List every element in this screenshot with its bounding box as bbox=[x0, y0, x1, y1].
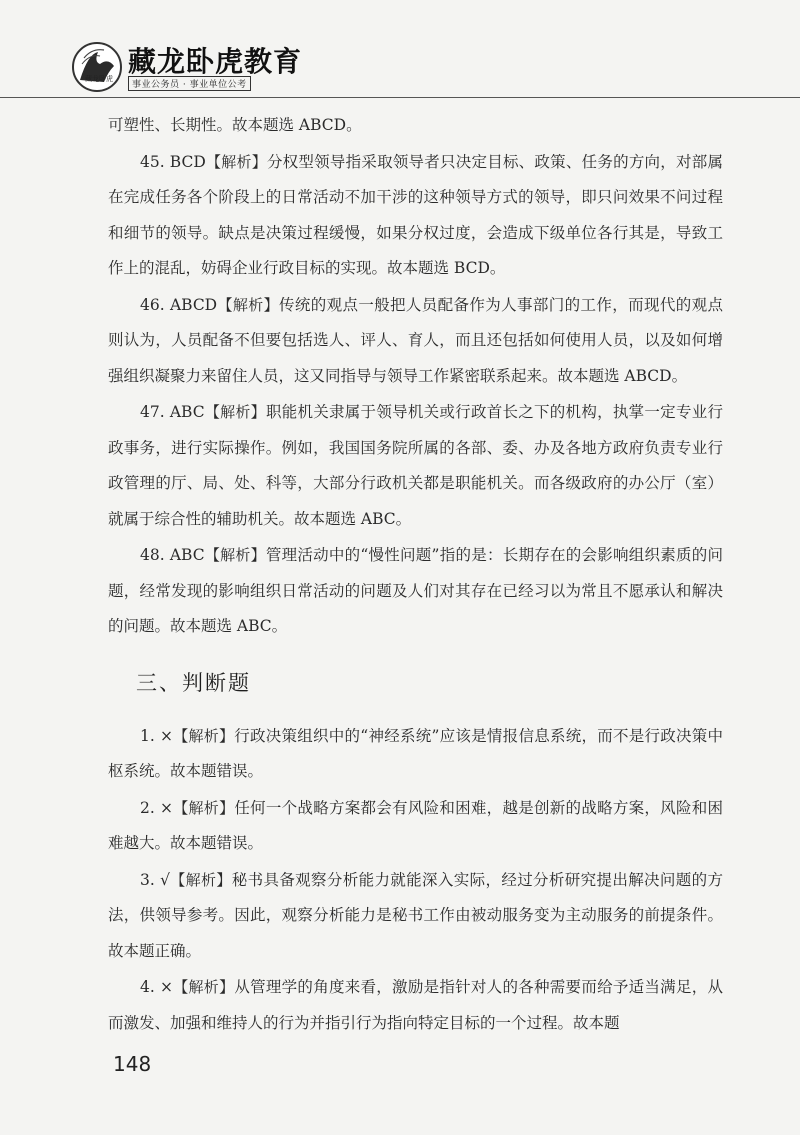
analysis-tag: 【解析】 bbox=[172, 726, 235, 745]
judge-answer-4 bbox=[108, 970, 723, 1041]
answer-number: 46. ABCD bbox=[140, 295, 218, 314]
analysis-tag: 【解析】 bbox=[217, 295, 279, 314]
answer-explanation: 秘书具备观察分析能力就能深入实际，经过分析研究提出解决问题的方法，供领导参考。因此，观察分析能力是秘书工作由被动服务变为主动服务的前提条件。故本题正确。 bbox=[108, 870, 723, 960]
analysis-tag: 【解析】 bbox=[172, 798, 235, 817]
page-content bbox=[108, 108, 723, 1042]
answer-48 bbox=[108, 538, 723, 645]
answer-explanation: 职能机关隶属于领导机关或行政首长之下的机构，执掌一定专业行政事务，进行实际操作。例如，我国国务院所属的各部、委、办及各地方政府负责专业行政管理的厅、局、处、科等，大部分行政机关都是职能机关。而各级政府的办公厅（室）就属于综合性的辅助机关。故本题选 ABC。 bbox=[108, 403, 723, 528]
answer-number: 45. BCD bbox=[140, 152, 206, 171]
analysis-tag: 【解析】 bbox=[169, 870, 232, 889]
answer-explanation: 任何一个战略方案都会有风险和困难，越是创新的战略方案，风险和困难越大。故本题错误。 bbox=[108, 798, 723, 852]
page-header bbox=[0, 0, 800, 98]
brand-name: 藏龙卧虎教育 bbox=[128, 45, 303, 78]
judge-answer-3 bbox=[108, 863, 723, 970]
analysis-tag: 【解析】 bbox=[204, 403, 266, 421]
section-heading: 三、判断题 bbox=[136, 670, 251, 695]
answer-number: 1. × bbox=[140, 726, 173, 745]
answer-explanation: 从管理学的角度来看，激励是指针对人的各种需要而给予适当满足，从而激发、加强和维持人的行为并指引行为指向特定目标的一个过程。故本题 bbox=[108, 978, 723, 1032]
analysis-tag: 【解析】 bbox=[205, 152, 267, 171]
judge-answer-2 bbox=[108, 791, 723, 862]
answer-46 bbox=[108, 288, 723, 395]
answer-explanation: 传统的观点一般把人员配备作为人事部门的工作，而现代的观点则认为，人员配备不但要包括选人、评人、育人，而且还包括如何使用人员，以及如何增强组织凝聚力来留住人员，这又同指导与领导工作紧密联系起来。故本题选 ABCD。 bbox=[108, 295, 723, 385]
logo-icon bbox=[72, 42, 122, 92]
answer-explanation: 分权型领导指采取领导者只决定目标、政策、任务的方向，对部属在完成任务各个阶段上的日常活动不加干涉的这种领导方式的领导，即只问效果不问过程和细节的领导。缺点是决策过程缓慢，如果分权过度，会造成下级单位各行其是，导致工作上的混乱，妨碍企业行政目标的实现。故本题选 BCD。 bbox=[108, 152, 723, 277]
answer-number: 48. ABC bbox=[140, 546, 205, 564]
logo-caption: 藏龙卧虎 bbox=[85, 75, 113, 83]
brand-tagline: 事业公务员 · 事业单位公考 bbox=[128, 76, 251, 91]
answer-number: 3. √ bbox=[140, 870, 170, 889]
answer-explanation: 管理活动中的“慢性问题”指的是：长期存在的会影响组织素质的问题，经常发现的影响组织日常活动的问题及人们对其存在已经习以为常且不愿承认和解决的问题。故本题选 ABC。 bbox=[108, 546, 723, 635]
answer-47 bbox=[108, 395, 723, 537]
answer-45 bbox=[108, 145, 723, 287]
answer-number: 47. ABC bbox=[140, 403, 205, 421]
page-number: 148 bbox=[113, 1052, 152, 1076]
judge-answer-1 bbox=[108, 719, 723, 790]
answer-number: 4. × bbox=[140, 978, 173, 996]
answer-number: 2. × bbox=[140, 798, 173, 817]
analysis-tag: 【解析】 bbox=[172, 978, 235, 996]
answer-explanation: 行政决策组织中的“神经系统”应该是情报信息系统，而不是行政决策中枢系统。故本题错误。 bbox=[108, 726, 723, 780]
intro-text: 可塑性、长期性。故本题选 ABCD。 bbox=[108, 116, 362, 134]
analysis-tag: 【解析】 bbox=[204, 546, 266, 564]
header-divider bbox=[0, 97, 800, 98]
